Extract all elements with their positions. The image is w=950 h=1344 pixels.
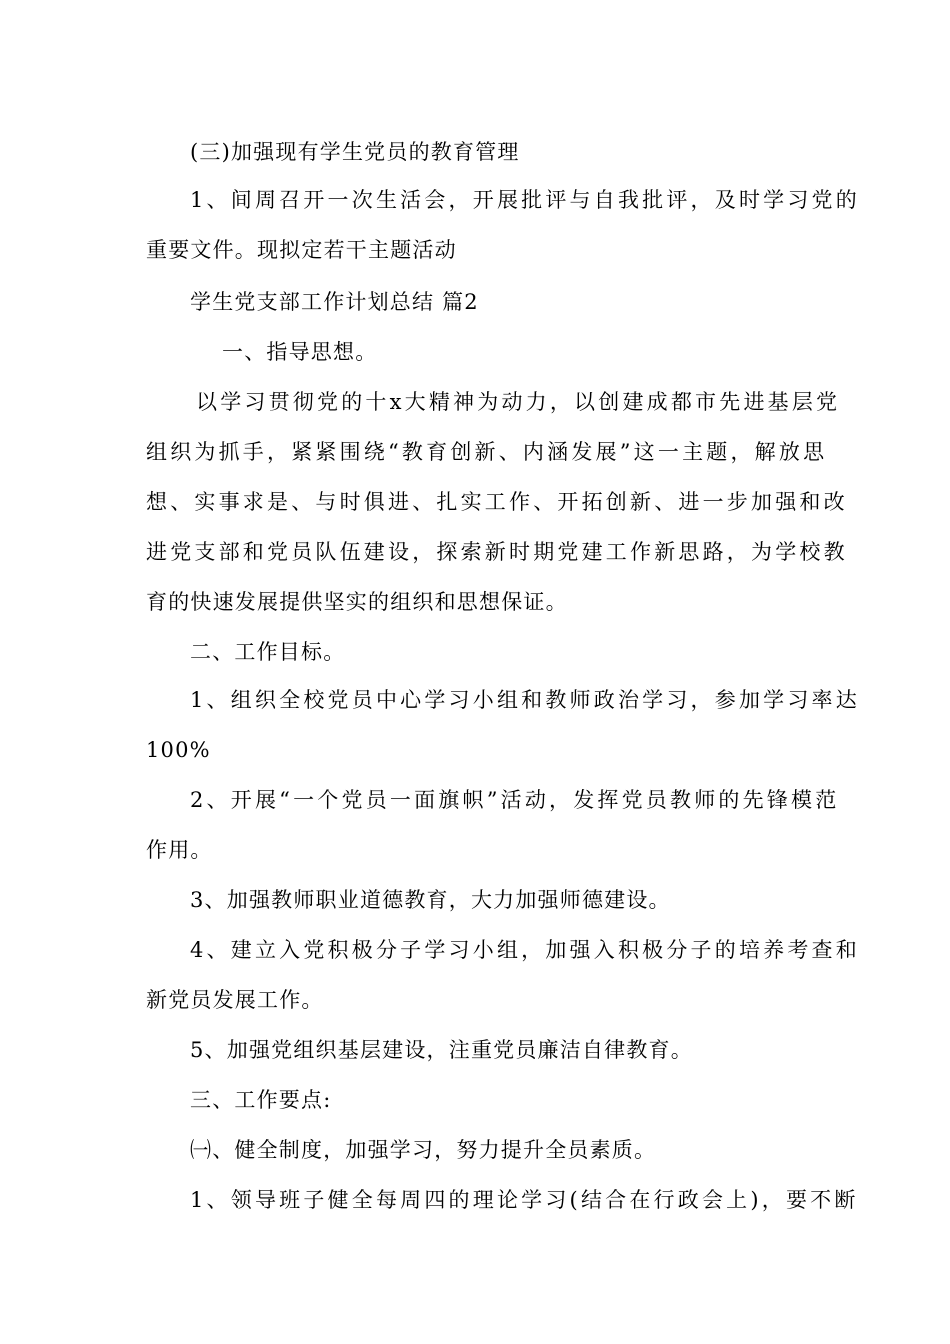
- list-item: 1、领导班子健全每周四的理论学习(结合在行政会上)，要不断: [190, 1188, 859, 1212]
- list-item: 4、建立入党积极分子学习小组，加强入积极分子的培养考查和: [190, 938, 860, 962]
- list-item: 2、开展“一个党员一面旗帜”活动，发挥党员教师的先锋模范: [190, 788, 840, 812]
- paragraph-line: 以学习贯彻党的十x大精神为动力，以创建成都市先进基层党: [196, 390, 841, 414]
- list-item-continuation: 新党员发展工作。: [146, 988, 324, 1012]
- list-item-continuation: 100%: [146, 738, 211, 762]
- subheading: ㈠、健全制度，加强学习，努力提升全员素质。: [190, 1138, 657, 1162]
- list-item: 5、加强党组织基层建设，注重党员廉洁自律教育。: [190, 1038, 693, 1062]
- heading-guiding-ideology: 一、指导思想。: [222, 340, 378, 364]
- paragraph-line: 育的快速发展提供坚实的组织和思想保证。: [146, 590, 568, 614]
- paragraph-line: 重要文件。现拟定若干主题活动: [146, 238, 457, 262]
- list-item-continuation: 作用。: [146, 838, 213, 862]
- heading-work-goals: 二、工作目标。: [190, 640, 346, 664]
- paragraph-line: 进党支部和党员队伍建设，探索新时期党建工作新思路，为学校教: [146, 540, 848, 564]
- heading-work-points: 三、工作要点:: [190, 1088, 332, 1112]
- list-item: 3、加强教师职业道德教育，大力加强师德建设。: [190, 888, 671, 912]
- paragraph-line: 1、间周召开一次生活会，开展批评与自我批评，及时学习党的: [190, 188, 860, 212]
- section-heading-3: (三)加强现有学生党员的教育管理: [190, 140, 520, 164]
- paragraph-line: 想、实事求是、与时俱进、扎实工作、开拓创新、进一步加强和改: [146, 490, 848, 514]
- list-item: 1、组织全校党员中心学习小组和教师政治学习，参加学习率达: [190, 688, 860, 712]
- article-title: 学生党支部工作计划总结 篇2: [190, 290, 479, 314]
- paragraph-line: 组织为抓手，紧紧围绕“教育创新、内涵发展”这一主题，解放思: [146, 440, 828, 464]
